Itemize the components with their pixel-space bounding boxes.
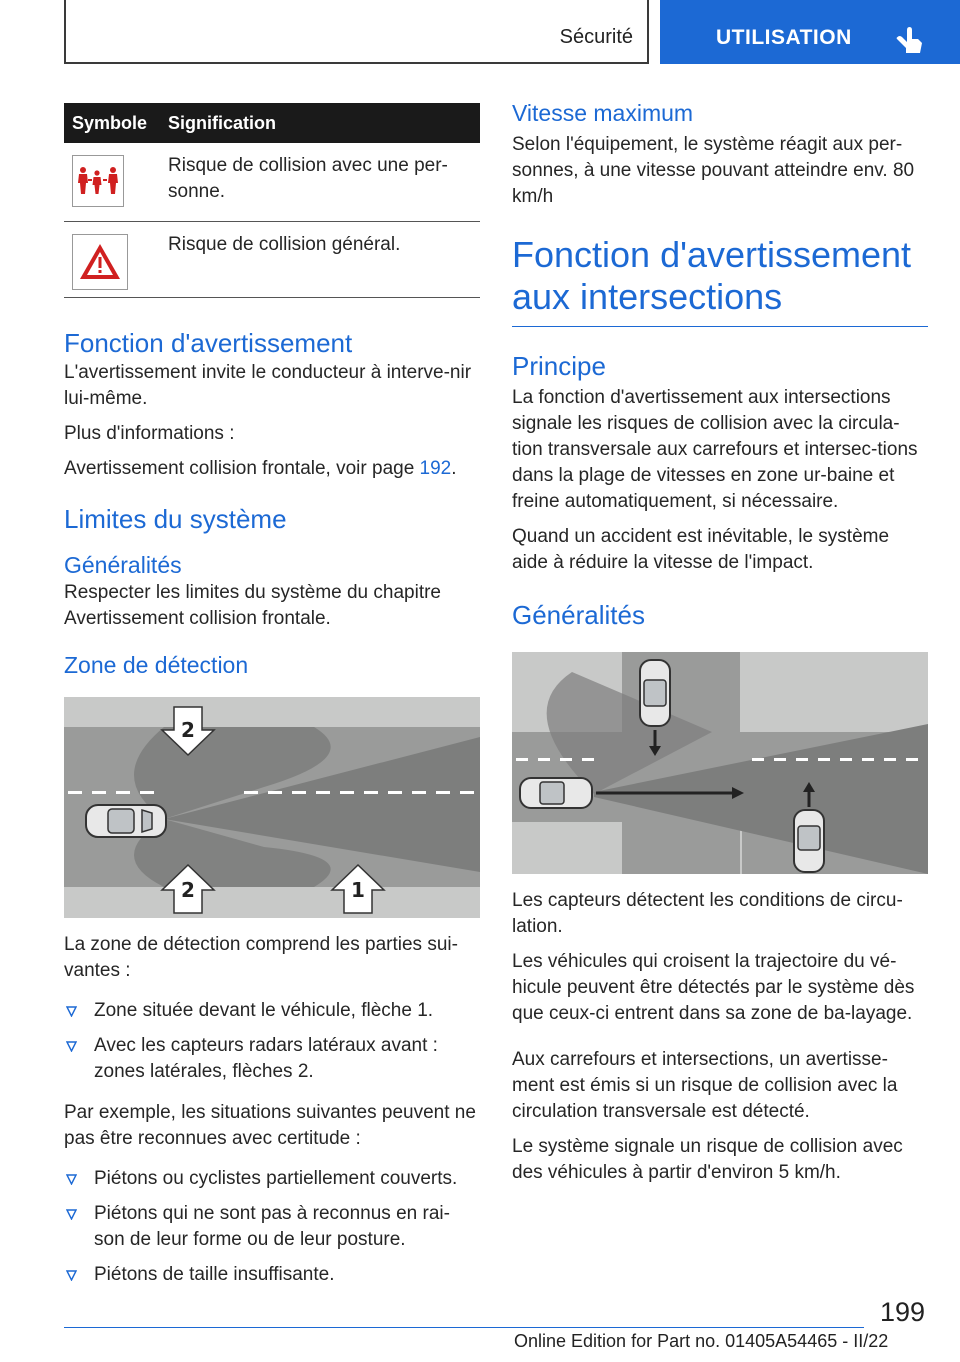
header-chapter-tab[interactable] — [660, 0, 960, 64]
max-speed-paragraph: Selon l'équipement, le système réagit aux per-sonnes, à une vitesse pouvant atteindre env. 80 km/h — [512, 134, 915, 207]
footer-edition-text: Online Edition for Part no. 01405A54465 - II/22 — [514, 1331, 889, 1351]
persons-collision-icon — [72, 155, 124, 207]
general-paragraph-right-1: Les capteurs détectent les conditions de circu-lation. — [512, 890, 903, 937]
table-cell-meaning: Risque de collision avec une per-sonne. — [164, 143, 480, 221]
table-header-meaning: Signification — [164, 103, 480, 143]
list-item-text: Avec les capteurs radars latéraux avant : zones latérales, flèches 2. — [94, 1034, 438, 1082]
car-icon — [86, 805, 166, 837]
reference-text: Avertissement collision frontale, voir page — [64, 457, 420, 479]
triangle-bullet-icon — [66, 1041, 77, 1052]
arrow-label-bottom-right: 1 — [351, 877, 365, 902]
reference-period: . — [451, 457, 457, 479]
table-row — [64, 143, 480, 221]
list-item — [64, 1262, 480, 1288]
list-item-text: Piétons qui ne sont pas à reconnus en rai-son de leur forme ou de leur posture. — [94, 1202, 450, 1250]
intersection-warning-heading: Fonction d'avertissement aux intersections — [512, 234, 912, 317]
table-cell-symbol — [64, 221, 164, 297]
more-info-paragraph: Plus d'informations : — [64, 422, 235, 444]
max-speed-heading: Vitesse maximum — [512, 100, 694, 126]
reference-paragraph — [64, 456, 480, 482]
warning-function-heading: Fonction d'avertissement — [64, 327, 353, 358]
table-cell-symbol — [64, 143, 164, 221]
pointing-hand-icon — [894, 26, 924, 54]
principle-heading: Principe — [512, 351, 606, 381]
general-paragraph-left: Respecter les limites du système du chapitre Avertissement collision frontale. — [64, 581, 441, 629]
principle-paragraph-1: La fonction d'avertissement aux intersections signale les risques de collision avec la circula-tion transversale aux carrefours et intersec-tions dans la plage de vitesses en zone ur-baine et freine automatiquement, si nécessaire. — [512, 387, 918, 512]
general-paragraph-right-3: Aux carrefours et intersections, un avertisse-ment est émis si un risque de collision avec la circulation transversale est détecté. — [512, 1049, 898, 1122]
arrow-label-top: 2 — [181, 717, 195, 742]
table-header-row — [64, 103, 480, 143]
header-section-title: Sécurité — [559, 26, 633, 48]
symbol-table — [64, 103, 480, 298]
header-chapter-label: UTILISATION — [716, 26, 852, 49]
list-item — [64, 1201, 480, 1253]
example-list — [64, 1166, 480, 1288]
list-item-text: Piétons de taille insuffisante. — [94, 1263, 335, 1285]
car-icon-top — [640, 660, 670, 726]
car-icon-right — [794, 810, 824, 872]
principle-paragraph-2: Quand un accident est inévitable, le système aide à réduire la vitesse de l'impact. — [512, 526, 890, 573]
car-icon-left — [520, 778, 592, 808]
list-item — [64, 1033, 480, 1085]
triangle-bullet-icon — [66, 1006, 77, 1017]
list-item — [64, 998, 480, 1024]
zone-list — [64, 998, 480, 1085]
zone-paragraph: La zone de détection comprend les parties sui-vantes : — [64, 933, 458, 981]
right-column — [512, 98, 928, 1186]
general-paragraph-right-2: Les véhicules qui croisent la trajectoire du vé-hicule peuvent être détectés par le système dès que ceux-ci entrent dans sa zone de ba-layage. — [512, 951, 915, 1024]
detection-zone-heading: Zone de détection — [64, 651, 249, 678]
page-number: 199 — [880, 1297, 926, 1327]
warning-triangle-icon — [72, 234, 128, 290]
general-heading-right: Généralités — [512, 600, 645, 630]
table-header-symbol: Symbole — [64, 103, 164, 143]
page-reference-link[interactable]: 192 — [419, 457, 452, 479]
list-item — [64, 1166, 480, 1192]
list-item-text: Zone située devant le véhicule, flèche 1. — [94, 999, 434, 1021]
triangle-bullet-icon — [66, 1209, 77, 1220]
footer-rule — [64, 1327, 864, 1328]
intersection-diagram — [512, 652, 928, 874]
table-cell-meaning: Risque de collision général. — [164, 221, 480, 297]
list-item-text: Piétons ou cyclistes partiellement couverts. — [94, 1167, 458, 1189]
table-row — [64, 221, 480, 297]
detection-zone-diagram — [64, 697, 480, 918]
general-paragraph-right-4: Le système signale un risque de collision avec des véhicules à partir d'environ 5 km/h. — [512, 1136, 903, 1183]
header-section-box — [64, 0, 649, 64]
system-limits-heading: Limites du système — [64, 503, 287, 534]
arrow-label-bottom-left: 2 — [181, 877, 195, 902]
triangle-bullet-icon — [66, 1270, 77, 1281]
example-paragraph: Par exemple, les situations suivantes peuvent ne pas être reconnues avec certitude : — [64, 1101, 476, 1149]
general-heading-left: Généralités — [64, 551, 182, 578]
left-column — [64, 103, 480, 1297]
triangle-bullet-icon — [66, 1174, 77, 1185]
warning-paragraph: L'avertissement invite le conducteur à interve-nir lui-même. — [64, 361, 472, 409]
